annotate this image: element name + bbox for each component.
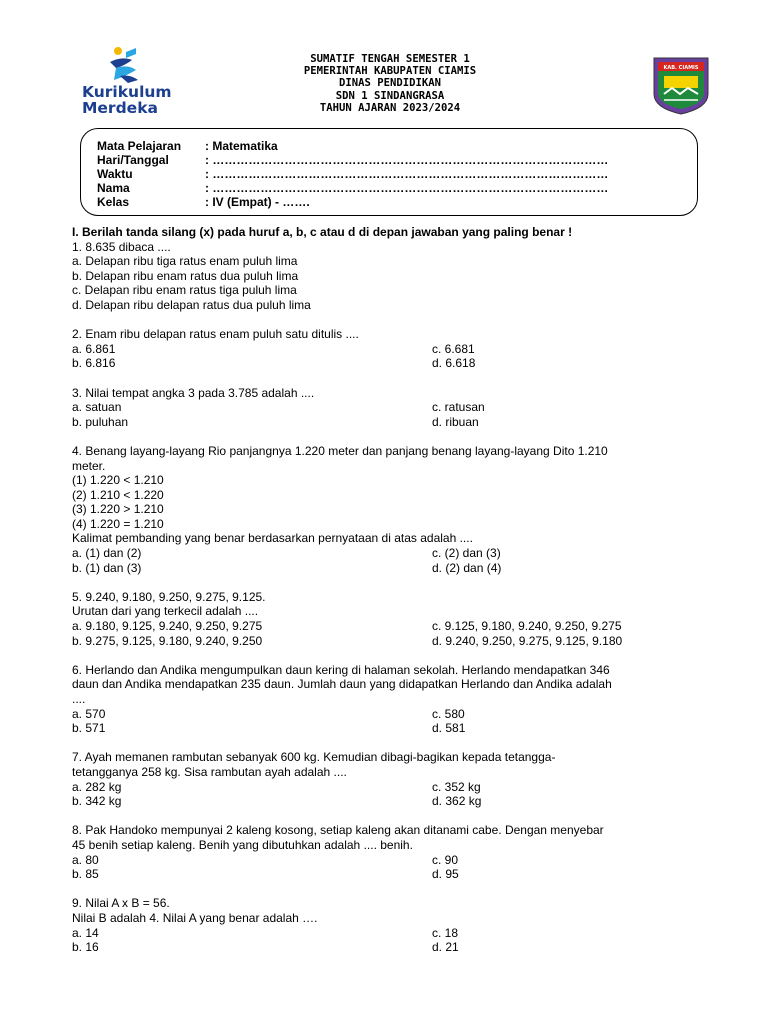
question-4-statement-2: (2) 1.210 < 1.220 bbox=[72, 487, 164, 502]
question-8-option-a: a. 80 bbox=[72, 852, 99, 867]
question-2-option-a: a. 6.861 bbox=[72, 341, 116, 356]
question-4-statement-3: (3) 1.220 > 1.210 bbox=[72, 502, 164, 517]
question-4-stem: meter. bbox=[72, 458, 106, 473]
question-9-option-d: d. 21 bbox=[432, 940, 459, 955]
header-line-4: SDN 1 SINDANGRASA bbox=[335, 89, 445, 102]
info-row-class bbox=[97, 195, 310, 209]
logo-text-line-1: Kurikulum bbox=[82, 83, 172, 101]
info-row-name bbox=[97, 181, 608, 195]
question-3-option-b: b. puluhan bbox=[72, 414, 129, 429]
info-value: : ……………………………………………………………………………………… bbox=[205, 181, 609, 195]
question-5-prompt: Urutan dari yang terkecil adalah .... bbox=[72, 604, 259, 619]
question-1-option-b: b. Delapan ribu enam ratus dua puluh lima bbox=[72, 268, 299, 283]
question-1-option-d: d. Delapan ribu delapan ratus dua puluh lima bbox=[72, 297, 311, 312]
question-7-option-b: b. 342 kg bbox=[72, 794, 122, 809]
question-6-option-b: b. 571 bbox=[72, 721, 106, 736]
question-3-stem: 3. Nilai tempat angka 3 pada 3.785 adalah .... bbox=[72, 385, 315, 400]
header-line-1: SUMATIF TENGAH SEMESTER 1 bbox=[310, 53, 470, 65]
question-4-option-d: d. (2) dan (4) bbox=[432, 560, 502, 575]
question-6-option-d: d. 581 bbox=[432, 721, 466, 736]
question-2-option-d: d. 6.618 bbox=[432, 356, 476, 371]
logo-text-line-2: Merdeka bbox=[82, 99, 158, 117]
info-label: Mata Pelajaran bbox=[97, 139, 182, 153]
header-line-5: TAHUN AJARAN 2023/2024 bbox=[319, 101, 461, 114]
question-8-option-c: c. 90 bbox=[432, 852, 459, 867]
student-info-box bbox=[80, 128, 698, 216]
info-row-time bbox=[97, 167, 608, 181]
question-7-option-d: d. 362 kg bbox=[432, 794, 482, 809]
question-5-option-d: d. 9.240, 9.250, 9.275, 9.125, 9.180 bbox=[432, 633, 623, 648]
question-5-option-a: a. 9.180, 9.125, 9.240, 9.250, 9.275 bbox=[72, 619, 263, 634]
question-list bbox=[72, 225, 712, 955]
question-7-stem: 7. Ayah memanen rambutan sebanyak 600 kg. Kemudian dibagi-bagikan kepada tetangga- bbox=[72, 750, 556, 765]
question-1-stem: 1. 8.635 dibaca .... bbox=[72, 239, 171, 254]
question-3-option-d: d. ribuan bbox=[432, 414, 479, 429]
question-6-stem: 6. Herlando dan Andika mengumpulkan daun kering di halaman sekolah. Herlando mendapatkan 346 bbox=[72, 662, 610, 677]
question-7-stem: tetangganya 258 kg. Sisa rambutan ayah adalah .... bbox=[72, 764, 347, 779]
ciamis-crest-icon bbox=[650, 54, 712, 116]
question-3-option-a: a. satuan bbox=[72, 400, 122, 415]
question-2-option-c: c. 6.681 bbox=[432, 341, 475, 356]
question-3-option-c: c. ratusan bbox=[432, 400, 485, 415]
info-label: Kelas bbox=[97, 195, 130, 209]
question-4-statement-1: (1) 1.220 < 1.210 bbox=[72, 473, 164, 488]
question-6-option-a: a. 570 bbox=[72, 706, 106, 721]
question-4-option-a: a. (1) dan (2) bbox=[72, 546, 142, 561]
info-label: Hari/Tanggal bbox=[97, 153, 169, 167]
question-8-stem: 8. Pak Handoko mempunyai 2 kaleng kosong, setiap kaleng akan ditanami cabe. Dengan menyebar bbox=[72, 823, 604, 838]
question-2-stem: 2. Enam ribu delapan ratus enam puluh satu ditulis .... bbox=[72, 327, 359, 342]
info-value: : IV (Empat) - ……. bbox=[205, 195, 310, 209]
question-4-option-c: c. (2) dan (3) bbox=[432, 546, 501, 561]
question-7-option-c: c. 352 kg bbox=[432, 779, 481, 794]
question-8-stem: 45 benih setiap kaleng. Benih yang dibutuhkan adalah .... benih. bbox=[72, 837, 413, 852]
question-6-stem: .... bbox=[72, 692, 86, 706]
question-6-stem: daun dan Andika mendapatkan 235 daun. Jumlah daun yang didapatkan Herlando dan Andika adalah bbox=[72, 677, 612, 692]
info-value: : ……………………………………………………………………………………… bbox=[205, 153, 609, 167]
question-8-option-d: d. 95 bbox=[432, 867, 459, 882]
question-2-option-b: b. 6.816 bbox=[72, 356, 116, 371]
question-4-option-b: b. (1) dan (3) bbox=[72, 560, 142, 575]
kurikulum-merdeka-logo bbox=[76, 46, 186, 118]
question-6-option-c: c. 580 bbox=[432, 706, 465, 721]
question-1-option-a: a. Delapan ribu tiga ratus enam puluh lima bbox=[72, 254, 298, 269]
info-row-subject bbox=[97, 139, 278, 153]
document-header bbox=[240, 53, 540, 114]
question-4-stem: 4. Benang layang-layang Rio panjangnya 1.220 meter dan panjang benang layang-layang Dito 1.210 bbox=[72, 443, 608, 458]
question-5-stem: 5. 9.240, 9.180, 9.250, 9.275, 9.125. bbox=[72, 589, 266, 604]
question-1-option-c: c. Delapan ribu enam ratus tiga puluh lima bbox=[72, 283, 297, 298]
question-9-option-b: b. 16 bbox=[72, 940, 99, 955]
question-4-statement-4: (4) 1.220 = 1.210 bbox=[72, 516, 164, 531]
question-9-option-a: a. 14 bbox=[72, 925, 99, 940]
header-line-3: DINAS PENDIDIKAN bbox=[338, 77, 442, 90]
instruction: I. Berilah tanda silang (x) pada huruf a, b, c atau d di depan jawaban yang paling benar ! bbox=[72, 225, 573, 239]
question-5-option-b: b. 9.275, 9.125, 9.180, 9.240, 9.250 bbox=[72, 633, 263, 648]
question-7-option-a: a. 282 kg bbox=[72, 779, 122, 794]
info-row-date bbox=[97, 153, 608, 167]
info-value: : ……………………………………………………………………………………… bbox=[205, 167, 609, 181]
question-9-stem: 9. Nilai A x B = 56. bbox=[72, 896, 170, 911]
question-8-option-b: b. 85 bbox=[72, 867, 99, 882]
info-label: Waktu bbox=[97, 167, 133, 181]
question-5-option-c: c. 9.125, 9.180, 9.240, 9.250, 9.275 bbox=[432, 619, 622, 634]
question-4-prompt: Kalimat pembanding yang benar berdasarkan pernyataan di atas adalah .... bbox=[72, 531, 473, 546]
info-value: : Matematika bbox=[205, 139, 278, 153]
question-9-option-c: c. 18 bbox=[432, 925, 459, 940]
crest-label: KAB. CIAMIS bbox=[663, 65, 699, 71]
question-9-prompt: Nilai B adalah 4. Nilai A yang benar adalah …. bbox=[72, 910, 318, 925]
kurikulum-figure-icon bbox=[106, 46, 150, 84]
header-line-2: PEMERINTAH KABUPATEN CIAMIS bbox=[303, 65, 477, 78]
info-label: Nama bbox=[97, 181, 130, 195]
